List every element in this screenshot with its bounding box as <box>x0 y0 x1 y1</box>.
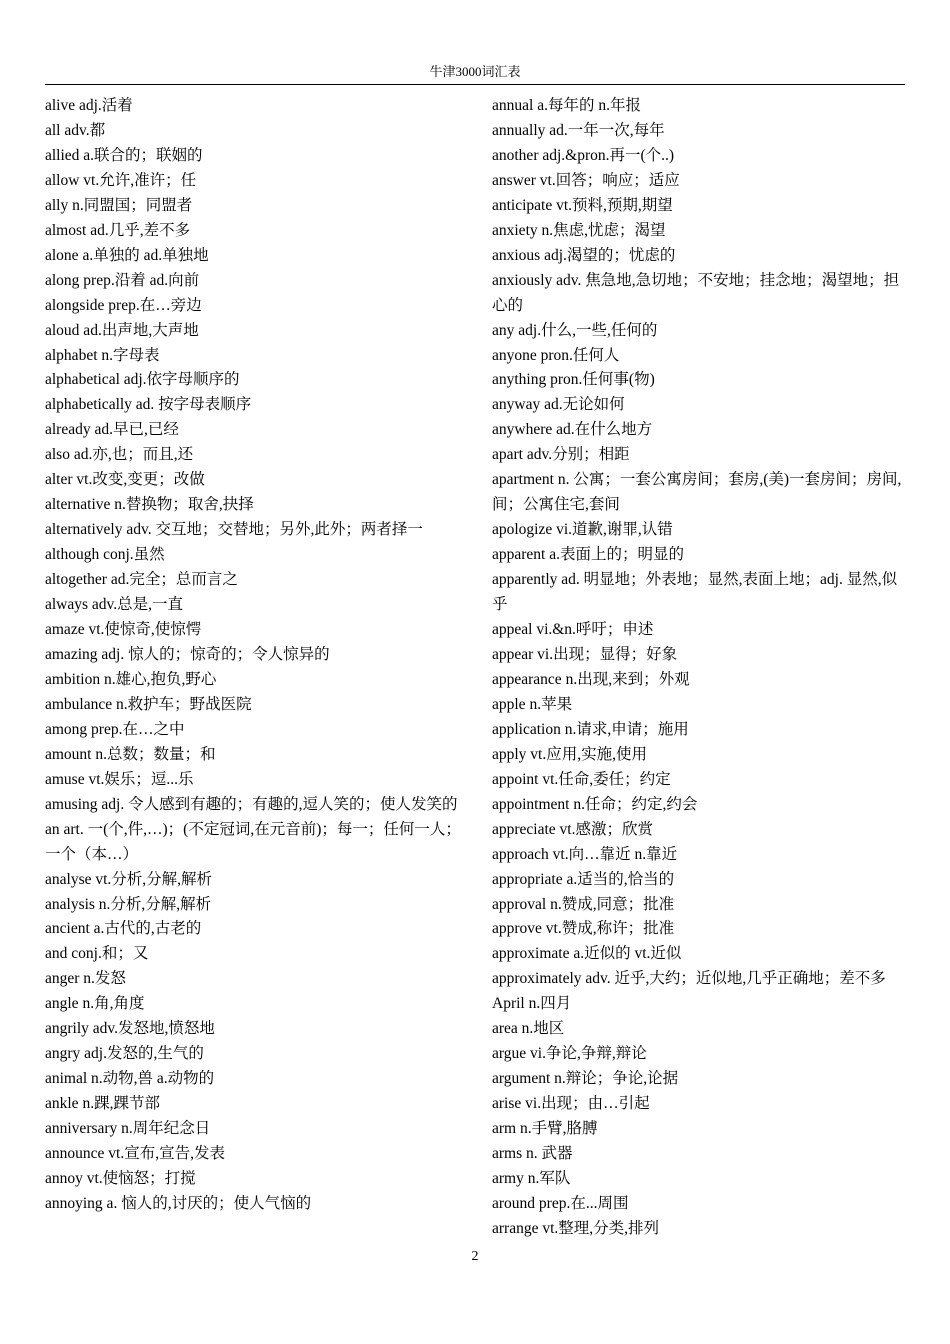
vocabulary-entry: almost ad.几乎,差不多 <box>45 221 191 239</box>
vocabulary-entry: annual a.每年的 n.年报 <box>492 97 641 114</box>
vocabulary-entry: army n.军队 <box>492 1169 571 1187</box>
vocabulary-entry: all adv.都 <box>45 121 106 139</box>
vocabulary-entry: amount n.总数；数量；和 <box>45 745 216 763</box>
vocabulary-entry: altogether ad.完全；总而言之 <box>45 571 238 589</box>
vocabulary-entry: analysis n.分析,分解,解析 <box>45 895 212 913</box>
vocabulary-entry: anticipate vt.预料,预期,期望 <box>492 196 673 214</box>
vocabulary-entry: and conj.和；又 <box>45 945 149 963</box>
vocabulary-entry: anger n.发怒 <box>45 970 126 988</box>
vocabulary-entry: appearance n.出现,来到；外观 <box>492 670 690 688</box>
vocabulary-entry: animal n.动物,兽 a.动物的 <box>45 1070 215 1088</box>
page-number: 2 <box>471 1249 479 1264</box>
vocabulary-entry: area n.地区 <box>492 1020 565 1038</box>
vocabulary-entry: analyse vt.分析,分解,解析 <box>45 870 213 888</box>
vocabulary-entry: aloud ad.出声地,大声地 <box>45 321 199 339</box>
vocabulary-entry: alter vt.改变,变更；改做 <box>45 471 205 489</box>
vocabulary-entry: apple n.苹果 <box>492 695 573 713</box>
vocabulary-entry: appeal vi.&n.呼吁；申述 <box>492 621 654 639</box>
vocabulary-entry: approval n.赞成,同意；批准 <box>492 895 675 913</box>
vocabulary-entry: application n.请求,申请；施用 <box>492 720 689 738</box>
vocabulary-entry: April n.四月 <box>492 995 572 1013</box>
vocabulary-entry: arm n.手臂,胳膊 <box>492 1120 598 1138</box>
vocabulary-entry: anniversary n.周年纪念日 <box>45 1120 211 1138</box>
vocabulary-entry: alive adj.活着 <box>45 97 133 114</box>
vocabulary-entry: angle n.角,角度 <box>45 995 145 1013</box>
vocabulary-entry: arise vi.出现；由…引起 <box>492 1095 650 1113</box>
vocabulary-entry: approach vt.向…靠近 n.靠近 <box>492 845 678 863</box>
vocabulary-entry: appropriate a.适当的,恰当的 <box>492 870 675 888</box>
vocabulary-entry: ambulance n.救护车；野战医院 <box>45 695 252 713</box>
vocabulary-entry: annoy vt.使恼怒；打搅 <box>45 1169 196 1187</box>
vocabulary-entry: annually ad.一年一次,每年 <box>492 121 665 139</box>
vocabulary-entry: alone a.单独的 ad.单独地 <box>45 246 209 264</box>
vocabulary-entry: apparent a.表面上的；明显的 <box>492 546 684 564</box>
vocabulary-entry: ally n.同盟国；同盟者 <box>45 196 193 214</box>
vocabulary-entry: alphabetically ad. 按字母表顺序 <box>45 396 252 414</box>
vocabulary-entry: anywhere ad.在什么地方 <box>492 421 653 439</box>
vocabulary-entry: alphabetical adj.依字母顺序的 <box>45 371 240 389</box>
vocabulary-entry: angry adj.发怒的,生气的 <box>45 1045 204 1063</box>
vocabulary-entry: an art. 一(个,件,…)；(不定冠词,在元音前)；每一；任何一人；一个（本…） <box>45 820 461 863</box>
vocabulary-entry: alternatively adv. 交互地；交替地；另外,此外；两者择一 <box>45 521 423 539</box>
vocabulary-entry: approve vt.赞成,称许；批准 <box>492 920 675 938</box>
vocabulary-entry: appear vi.出现；显得；好象 <box>492 645 678 663</box>
page-header-title: 牛津3000词汇表 <box>429 64 521 79</box>
vocabulary-entry: amuse vt.娱乐；逗...乐 <box>45 770 194 788</box>
vocabulary-entry: apartment n. 公寓；一套公寓房间；套房,(美)一套房间；房间,间；公寓住宅,套间 <box>492 471 902 514</box>
vocabulary-entry: along prep.沿着 ad.向前 <box>45 271 200 289</box>
vocabulary-entry: anxious adj.渴望的；忧虑的 <box>492 246 676 264</box>
vocabulary-entry: allied a.联合的；联姻的 <box>45 146 203 164</box>
vocabulary-entry: anxiously adv. 焦急地,急切地；不安地；挂念地；渴望地；担心的 <box>492 271 900 314</box>
vocabulary-entry: appointment n.任命；约定,约会 <box>492 795 698 813</box>
vocabulary-entry: alternative n.替换物；取舍,抉择 <box>45 496 254 514</box>
vocabulary-entry: answer vt.回答；响应；适应 <box>492 171 680 189</box>
vocabulary-entry: among prep.在…之中 <box>45 720 185 738</box>
vocabulary-entry: any adj.什么,一些,任何的 <box>492 321 658 339</box>
vocabulary-entry: alongside prep.在…旁边 <box>45 296 202 314</box>
vocabulary-entry: apparently ad. 明显地；外表地；显然,表面上地；adj. 显然,似乎 <box>492 571 898 614</box>
vocabulary-entry: ancient a.古代的,古老的 <box>45 920 202 938</box>
vocabulary-entry: always adv.总是,一直 <box>45 596 184 614</box>
right-vocabulary-column <box>492 94 906 1242</box>
left-vocabulary-column <box>45 94 475 1217</box>
vocabulary-entry: anxiety n.焦虑,忧虑；渴望 <box>492 221 666 239</box>
vocabulary-entry: annoying a. 恼人的,讨厌的；使人气恼的 <box>45 1194 312 1212</box>
vocabulary-entry: allow vt.允许,准许；任 <box>45 171 197 189</box>
vocabulary-entry: appreciate vt.感激；欣赏 <box>492 820 653 838</box>
vocabulary-entry: angrily adv.发怒地,愤怒地 <box>45 1020 215 1038</box>
vocabulary-entry: apply vt.应用,实施,使用 <box>492 745 647 763</box>
vocabulary-entry: arrange vt.整理,分类,排列 <box>492 1219 660 1237</box>
vocabulary-entry: ankle n.踝,踝节部 <box>45 1095 160 1113</box>
vocabulary-entry: ambition n.雄心,抱负,野心 <box>45 670 217 688</box>
vocabulary-entry: another adj.&pron.再一(个..) <box>492 146 675 164</box>
vocabulary-entry: although conj.虽然 <box>45 546 165 564</box>
vocabulary-entry: anyway ad.无论如何 <box>492 396 625 414</box>
vocabulary-entry: around prep.在...周围 <box>492 1194 629 1212</box>
vocabulary-entry: amusing adj. 令人感到有趣的；有趣的,逗人笑的；使人发笑的 <box>45 795 458 813</box>
vocabulary-entry: amaze vt.使惊奇,使惊愕 <box>45 621 202 639</box>
vocabulary-entry: apologize vi.道歉,谢罪,认错 <box>492 521 673 539</box>
vocabulary-entry: anyone pron.任何人 <box>492 346 620 364</box>
vocabulary-entry: approximate a.近似的 vt.近似 <box>492 945 682 963</box>
vocabulary-entry: anything pron.任何事(物) <box>492 371 655 389</box>
vocabulary-entry: alphabet n.字母表 <box>45 346 160 364</box>
vocabulary-entry: approximately adv. 近乎,大约；近似地,几乎正确地；差不多 <box>492 970 886 988</box>
vocabulary-entry: announce vt.宣布,宣告,发表 <box>45 1145 225 1163</box>
header-divider <box>45 84 905 85</box>
vocabulary-entry: appoint vt.任命,委任；约定 <box>492 770 671 788</box>
vocabulary-entry: already ad.早已,已经 <box>45 421 179 439</box>
vocabulary-entry: also ad.亦,也；而且,还 <box>45 446 194 464</box>
vocabulary-entry: apart adv.分别；相距 <box>492 446 630 464</box>
vocabulary-entry: amazing adj. 惊人的；惊奇的；令人惊异的 <box>45 645 330 663</box>
vocabulary-entry: argument n.辩论；争论,论据 <box>492 1070 679 1088</box>
vocabulary-entry: arms n. 武器 <box>492 1145 573 1163</box>
vocabulary-entry: argue vi.争论,争辩,辩论 <box>492 1045 647 1063</box>
